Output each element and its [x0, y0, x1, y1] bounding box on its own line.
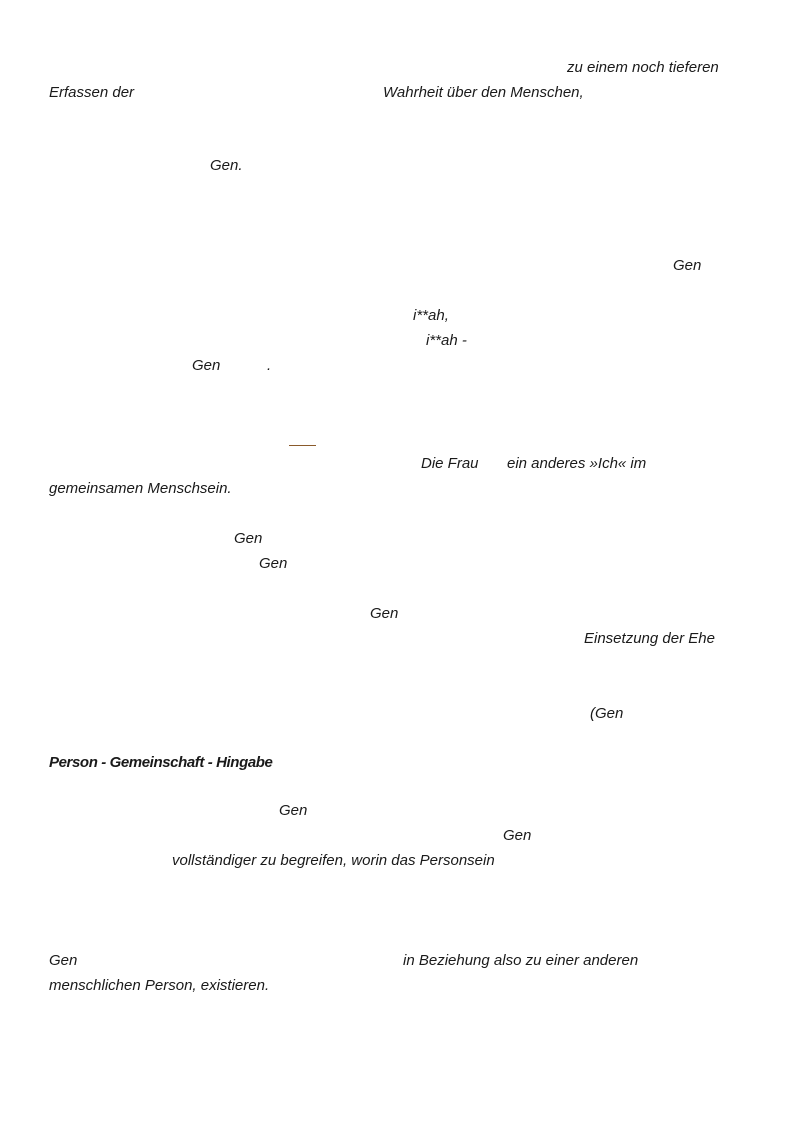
text-fragment: . [267, 357, 272, 374]
text-fragment: Gen [259, 555, 288, 572]
text-fragment: menschlichen Person, existieren. [49, 977, 270, 994]
text-fragment: Einsetzung der Ehe [584, 630, 715, 647]
text-fragment: gemeinsamen Menschsein. [49, 480, 232, 497]
text-fragment: Gen [49, 952, 78, 969]
text-fragment: Gen [673, 257, 702, 274]
text-fragment: vollständiger zu begreifen, worin das Personsein [172, 852, 495, 869]
text-fragment: Gen. [210, 157, 243, 174]
text-fragment: ein anderes »Ich« im [507, 455, 647, 472]
text-fragment: Gen [279, 802, 308, 819]
text-fragment: i**ah - [426, 332, 467, 349]
text-fragment: i**ah, [413, 307, 449, 324]
underline-mark [289, 445, 316, 446]
text-fragment: (Gen [590, 705, 624, 722]
text-fragment: Die Frau [421, 455, 479, 472]
text-fragment: Gen [234, 530, 263, 547]
text-fragment: Wahrheit über den Menschen, [383, 84, 584, 101]
text-fragment: Gen [192, 357, 221, 374]
text-fragment: zu einem noch tieferen [567, 59, 719, 76]
section-heading: Person - Gemeinschaft - Hingabe [49, 754, 273, 771]
text-fragment: Gen [370, 605, 399, 622]
text-fragment: Erfassen der [49, 84, 135, 101]
text-fragment: in Beziehung also zu einer anderen [403, 952, 639, 969]
text-fragment: Gen [503, 827, 532, 844]
